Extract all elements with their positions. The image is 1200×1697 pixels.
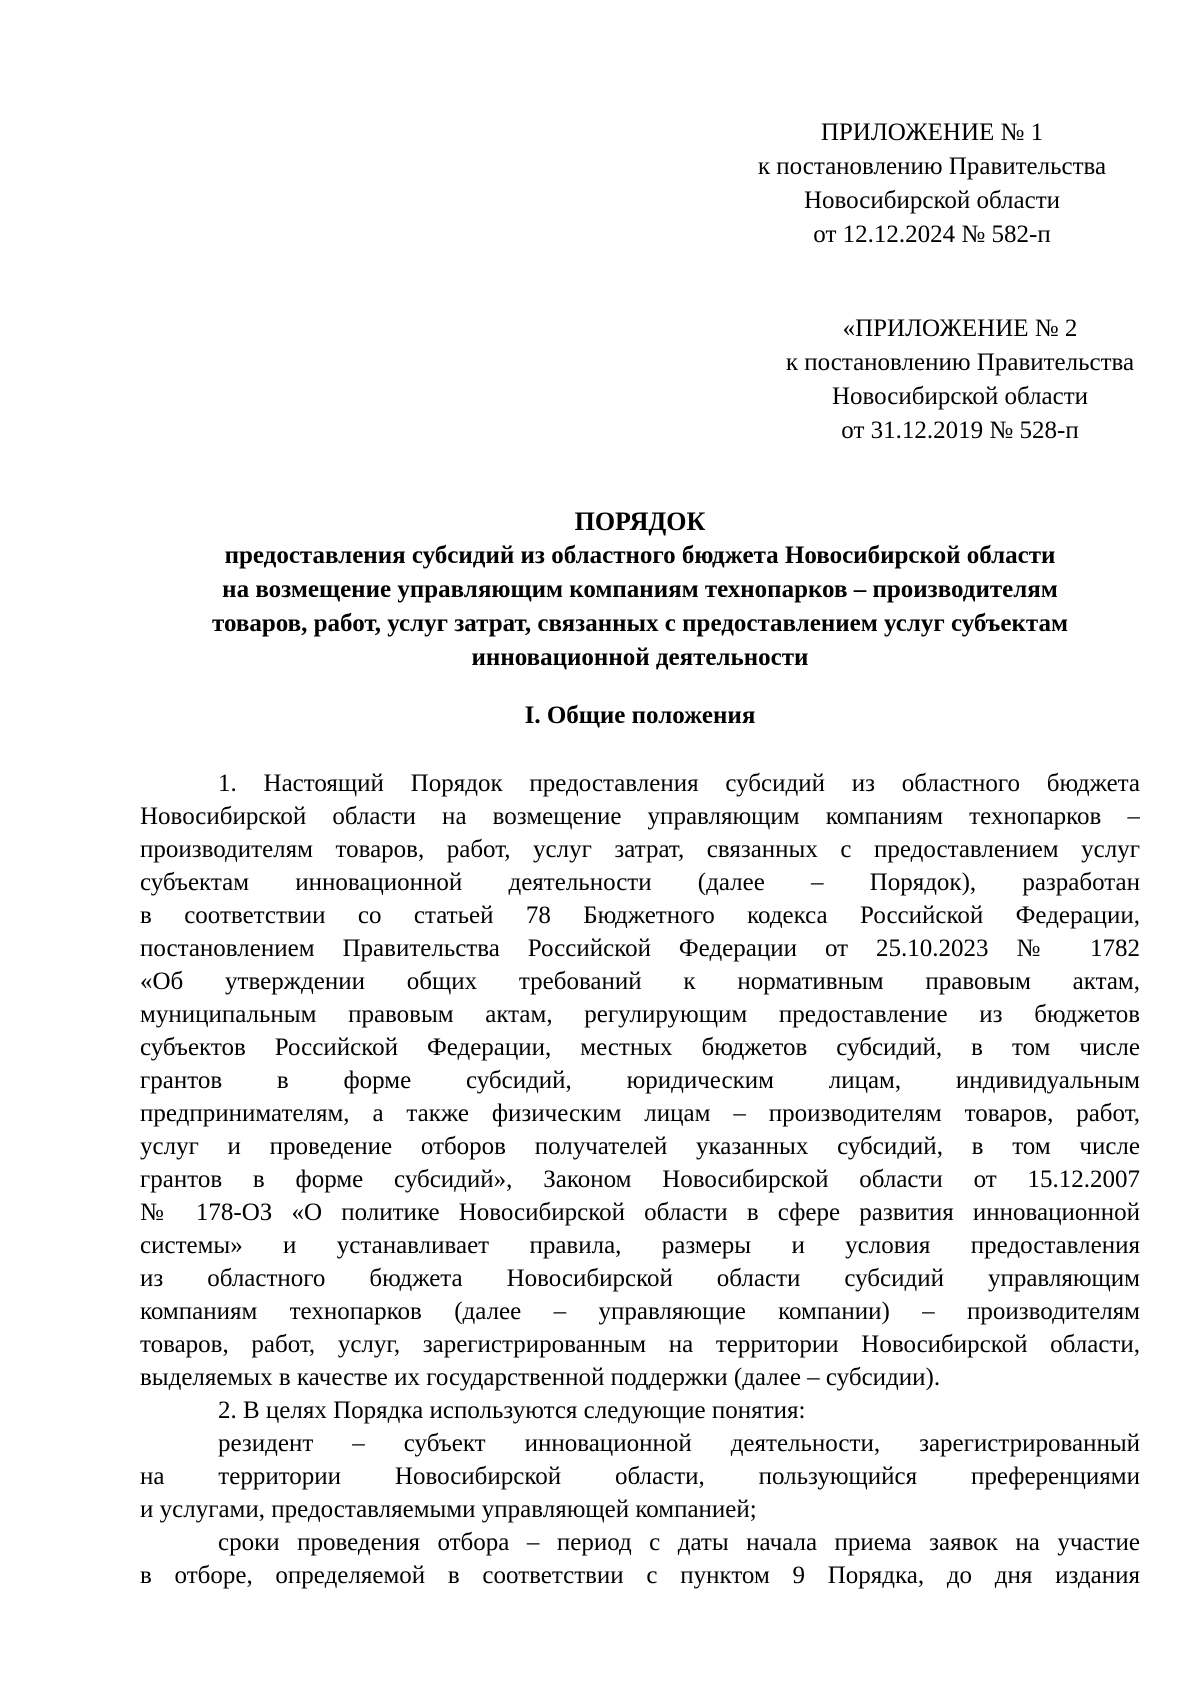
appendix-2-date: от 31.12.2019 № 528-п bbox=[841, 417, 1079, 444]
body-line: субъектам инновационной деятельности (далее – Порядок), разработан bbox=[140, 869, 1140, 896]
body-line: «Об утверждении общих требований к нормативным правовым актам, bbox=[140, 968, 1140, 995]
title-sub-line: предоставления субсидий из областного бюджета Новосибирской области bbox=[224, 542, 1056, 569]
body-line: муниципальным правовым актам, регулирующим предоставление из бюджетов bbox=[140, 1001, 1140, 1028]
body-line: № 178-ОЗ «О политике Новосибирской области в сфере развития инновационной bbox=[140, 1199, 1140, 1226]
body-line: услуг и проведение отборов получателей указанных субсидий, в том числе bbox=[140, 1133, 1140, 1160]
appendix-2-header bbox=[750, 312, 1170, 448]
appendix-2-line-2: к постановлению Правительства bbox=[785, 349, 1135, 376]
body-line: в соответствии со статьей 78 Бюджетного кодекса Российской Федерации, bbox=[140, 902, 1140, 929]
document-title bbox=[140, 505, 1140, 675]
appendix-2-title: «ПРИЛОЖЕНИЕ № 2 bbox=[842, 315, 1078, 342]
body-line: в отборе, определяемой в соответствии с пунктом 9 Порядка, до дня издания bbox=[140, 1562, 1140, 1589]
title-sub-line: на возмещение управляющим компаниям технопарков – производителям bbox=[222, 576, 1058, 603]
body-line: 2. В целях Порядка используются следующие понятия: bbox=[218, 1397, 806, 1424]
appendix-1-header bbox=[722, 116, 1142, 252]
section-heading: I. Общие положения bbox=[524, 702, 756, 729]
body-line: выделяемых в качестве их государственной поддержки (далее – субсидии). bbox=[140, 1364, 941, 1391]
appendix-1-title: ПРИЛОЖЕНИЕ № 1 bbox=[820, 119, 1044, 146]
body-line: Новосибирской области на возмещение управляющим компаниям технопарков – bbox=[140, 803, 1140, 830]
title-sub-line: инновационной деятельности bbox=[471, 644, 809, 671]
body-line: 1. Настоящий Порядок предоставления субсидий из областного бюджета bbox=[218, 770, 1140, 797]
appendix-1-line-2: к постановлению Правительства bbox=[757, 153, 1107, 180]
body-line: сроки проведения отбора – период с даты начала приема заявок на участие bbox=[218, 1529, 1140, 1556]
body-line: системы» и устанавливает правила, размеры и условия предоставления bbox=[140, 1232, 1140, 1259]
body-line: постановлением Правительства Российской Федерации от 25.10.2023 № 1782 bbox=[140, 935, 1140, 962]
body-line: товаров, работ, услуг, зарегистрированным на территории Новосибирской области, bbox=[140, 1331, 1140, 1358]
appendix-2-line-3: Новосибирской области bbox=[831, 383, 1089, 410]
body-line: производителям товаров, работ, услуг затрат, связанных с предоставлением услуг bbox=[140, 836, 1140, 863]
body-line: из областного бюджета Новосибирской области субсидий управляющим bbox=[140, 1265, 1140, 1292]
body-line: грантов в форме субсидий, юридическим лицам, индивидуальным bbox=[140, 1067, 1140, 1094]
body-line: субъектов Российской Федерации, местных бюджетов субсидий, в том числе bbox=[140, 1034, 1140, 1061]
body-text bbox=[140, 767, 1140, 1592]
appendix-1-date: от 12.12.2024 № 582-п bbox=[813, 221, 1051, 248]
title-main: ПОРЯДОК bbox=[574, 507, 706, 536]
body-line: резидент – субъект инновационной деятельности, зарегистрированный bbox=[218, 1430, 1140, 1457]
appendix-1-line-3: Новосибирской области bbox=[803, 187, 1061, 214]
body-line: на территории Новосибирской области, пользующийся преференциями bbox=[140, 1463, 1140, 1490]
body-line: компаниям технопарков (далее – управляющие компании) – производителям bbox=[140, 1298, 1140, 1325]
body-line: и услугами, предоставляемыми управляющей компанией; bbox=[140, 1496, 757, 1523]
body-line: грантов в форме субсидий», Законом Новосибирской области от 15.12.2007 bbox=[140, 1166, 1140, 1193]
title-sub-line: товаров, работ, услуг затрат, связанных с предоставлением услуг субъектам bbox=[212, 610, 1068, 637]
body-line: предпринимателям, а также физическим лицам – производителям товаров, работ, bbox=[140, 1100, 1140, 1127]
